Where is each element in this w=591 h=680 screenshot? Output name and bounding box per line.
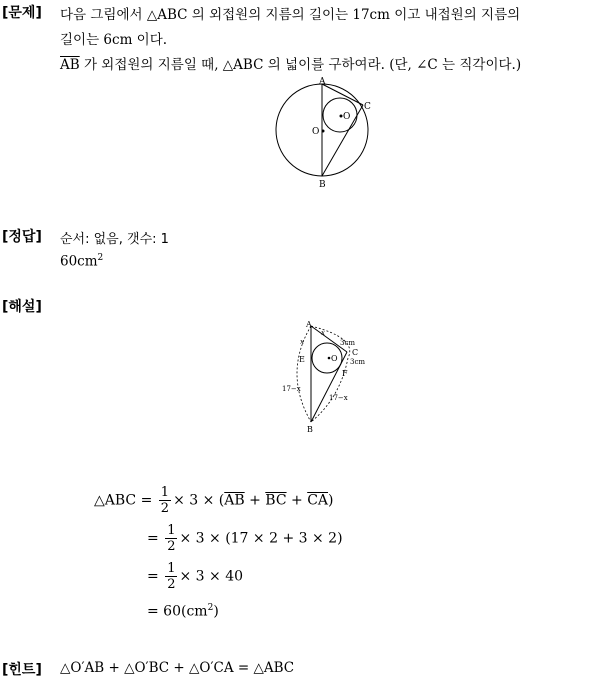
label-c: C <box>364 102 371 112</box>
equation-line-4: = $60(cm^2)$ <box>147 603 219 620</box>
center-o-dot <box>322 130 325 133</box>
problem-line-1: 다음 그림에서 △ABC 의 외접원의 지름의 길이는 17cm 이고 내접원의 지름의 <box>60 7 521 23</box>
label-3cm-1: 3cm <box>340 339 356 347</box>
problem-figure <box>270 76 380 192</box>
problem-line-2: 길이는 6cm 이다. <box>60 32 168 48</box>
label-c: C <box>352 348 359 357</box>
center-o-dot <box>328 357 331 360</box>
solution-label: [해설] <box>2 299 42 315</box>
solution-figure <box>278 318 378 436</box>
label-x-left: x <box>300 338 304 346</box>
label-a: A <box>319 77 326 87</box>
hint-text: △O′AB + △O′BC + △O′CA = △ABC <box>60 660 295 676</box>
equation-line-3: = $\frac{1}{2}$ × 3 × 40 <box>147 561 244 592</box>
label-17-x-right: 17−x <box>329 394 348 402</box>
problem-label: [문제] <box>2 5 42 21</box>
label-o: O <box>331 354 338 363</box>
label-3cm-2: 3cm <box>350 358 366 366</box>
label-f: F <box>342 369 348 378</box>
label-o: O <box>312 127 320 137</box>
fraction-half: $\frac{1}{2}$ <box>167 523 176 554</box>
fraction-half: $\frac{1}{2}$ <box>167 561 176 592</box>
label-x-top: x <box>321 329 325 337</box>
label-oprime: O <box>343 112 351 122</box>
equation-line-1: △ABC = $\frac{1}{2}$ × $3 \times (\overline{AB} + \overline{BC} + \overline{CA})$ <box>94 485 334 516</box>
answer-value: $60cm^2$ <box>60 253 104 270</box>
hint-label: [힌트] <box>2 662 42 678</box>
answer-label: [정답] <box>2 229 42 245</box>
label-e: E <box>299 355 305 364</box>
segment-ac-line <box>322 84 363 105</box>
label-17-x-left: 17−x <box>282 385 301 393</box>
label-b: B <box>319 180 326 190</box>
label-a: A <box>306 320 312 329</box>
problem-line-3: $\overline{AB}$ 가 외접원의 지름일 때, △ABC 의 넓이를 구하여라. (단, ∠C 는 직각이다.) <box>60 57 522 73</box>
segment-ab: $\overline{AB}$ <box>60 57 80 73</box>
answer-meta: 순서: 없음, 갯수: 1 <box>60 232 169 247</box>
equation-line-2: = $\frac{1}{2}$ × 3 × (17 × 2 + 3 × 2) <box>147 523 343 554</box>
label-b: B <box>307 425 313 434</box>
fraction-half: $\frac{1}{2}$ <box>160 485 170 516</box>
